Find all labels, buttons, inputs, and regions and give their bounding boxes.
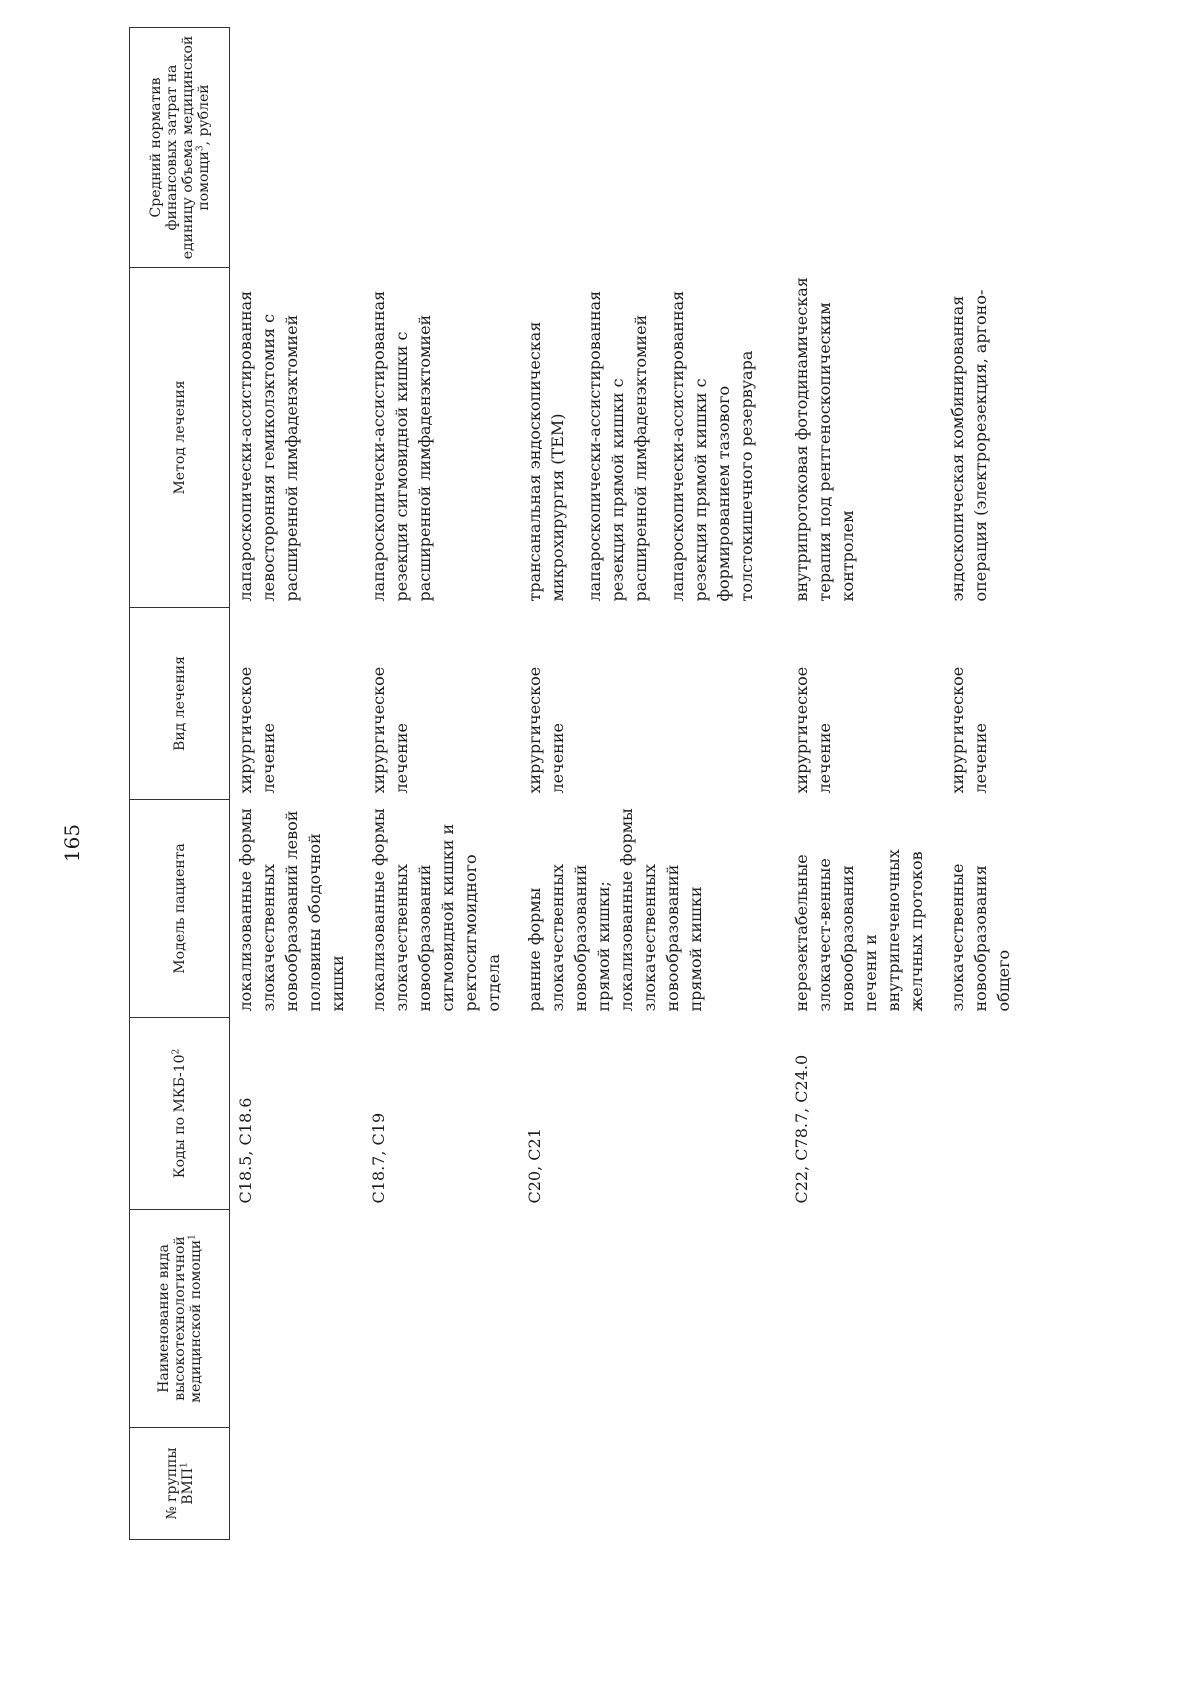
type-cell: хирургическое лечение: [948, 666, 990, 794]
header-codes: Коды по МКБ-$10^2$: [130, 1018, 230, 1210]
model-cell: локализованные формы злокачественных новообразований левой половины ободочной кишки: [236, 808, 347, 1012]
header-method: Метод лечения: [130, 268, 230, 608]
table-header-row: [130, 28, 230, 1540]
method-cell: [942, 268, 1029, 608]
method-cell: [230, 268, 364, 608]
table-row: [942, 28, 1029, 1540]
method-item: трансанальная эндоскопическая микрохирургия (ТЕМ): [525, 321, 567, 602]
method-item: внутрипротоковая фотодинамическая терапия под рентгеноскопическим контролем: [792, 277, 857, 602]
model-cell: злокачественные новообразования общего: [948, 863, 1013, 1012]
type-cell: хирургическое лечение: [792, 666, 834, 794]
method-cell: [786, 268, 942, 608]
model-cell: нерезектабельные злокачест-венные новообразования печени и внутрипеченочных желчных протоков: [792, 849, 926, 1012]
model-cell: локализованные формы злокачественных новообразований сигмовидной кишки и ректосигмоидного отдела: [369, 808, 503, 1012]
method-item: лапароскопически-ассистированная резекция прямой кишки с формированием тазового толстокишечного резервуара: [668, 290, 756, 602]
type-cell: хирургическое лечение: [369, 666, 411, 794]
header-group: № группы ВМП$^1$: [130, 1428, 230, 1540]
codes-cell: C22, C78.7, C24.0: [792, 1054, 811, 1204]
header-type: Вид лечения: [130, 608, 230, 800]
type-cell: хирургическое лечение: [236, 666, 278, 794]
method-cell: [519, 268, 786, 608]
codes-cell: [942, 1018, 1029, 1210]
codes-cell: C18.7, C19: [369, 1112, 388, 1204]
codes-cell: C20, C21: [525, 1128, 544, 1204]
table-row: [786, 28, 942, 1540]
header-model: Модель пациента: [130, 800, 230, 1018]
method-item: лапароскопически-ассистированная резекция прямой кишки с расширенной лимфаденэктомией: [585, 290, 650, 602]
table-row: [230, 28, 364, 1540]
method-item: эндоскопическая комбинированная операция (электрорезекция, аргоно-: [948, 289, 990, 602]
method-item: лапароскопически-ассистированная левосторонняя гемиколэктомия с расширенной лимфаденэктомией: [236, 290, 301, 602]
method-item: лапароскопически-ассистированная резекция сигмовидной кишки с расширенной лимфаденэктомией: [369, 290, 434, 602]
method-cell: [363, 268, 519, 608]
vmp-table: [129, 27, 1029, 1540]
model-cell: ранние формы злокачественных новообразований прямой кишки; локализованные формы злокачественных новообразований прямой кишки: [525, 808, 705, 1012]
table-row: [519, 28, 786, 1540]
page-number: 165: [60, 823, 84, 863]
codes-cell: C18.5, C18.6: [236, 1097, 255, 1204]
header-name: Наименование вида высокотехнологичной медицинской помощи$^1$: [130, 1210, 230, 1428]
table-row: [363, 28, 519, 1540]
header-cost: Средний норматив финансовых затрат на единицу объема медицинской помощи$^3$, рублей: [130, 28, 230, 268]
type-cell: хирургическое лечение: [525, 666, 567, 794]
